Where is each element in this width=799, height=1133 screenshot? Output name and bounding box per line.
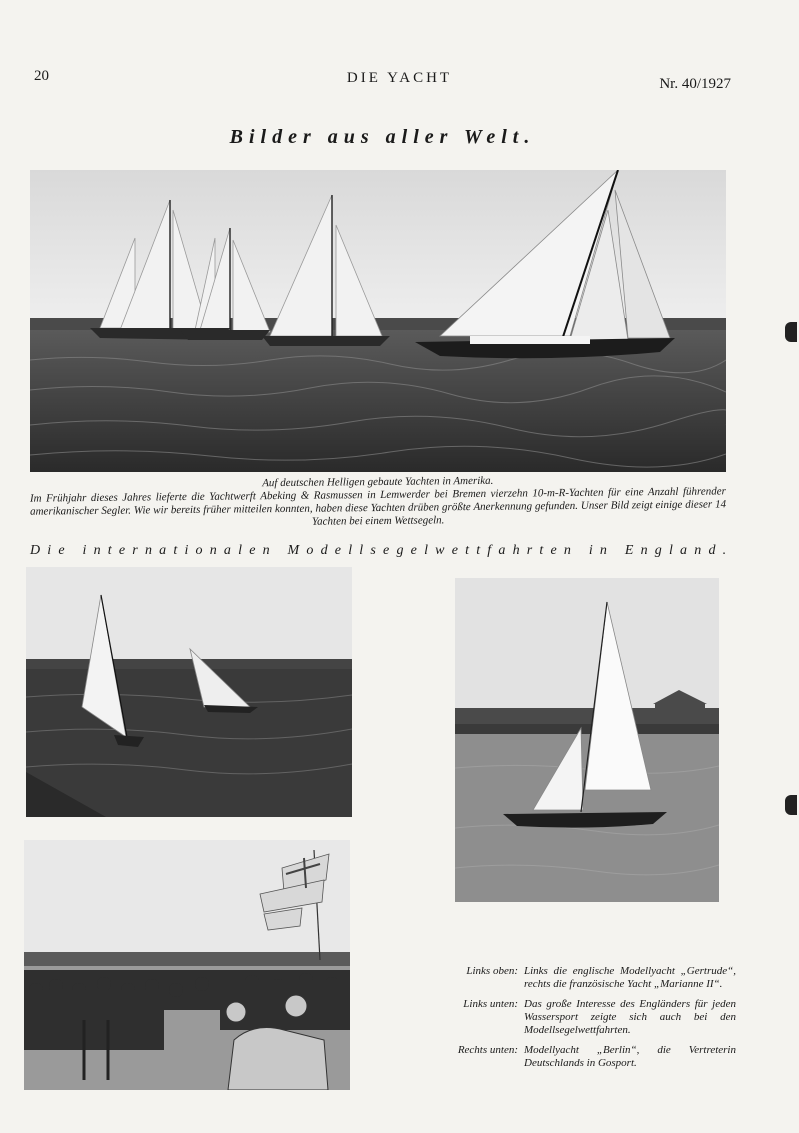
legend-label: Links oben: [466, 965, 518, 977]
legend-row [436, 1044, 736, 1070]
issue-number: Nr. 40/1927 [659, 76, 731, 92]
legend-text: Das große Interesse des Engländers für jeden Wassersport zeigte sich auch bei den Modellsegelwettfahrten. [524, 998, 736, 1036]
legend-row [436, 965, 736, 991]
legend-label: Links unten: [463, 998, 518, 1010]
photo-model-yachts-gertrude-marianne [26, 567, 352, 817]
legend-text: Links die englische Modellyacht „Gertrude“, rechts die französische Yacht „Marianne II“. [524, 965, 736, 990]
section-title: Bilder aus aller Welt. [229, 126, 536, 148]
photo-legend [436, 965, 736, 1077]
magazine-title: DIE YACHT [346, 70, 453, 86]
binding-hole-mark [785, 322, 797, 342]
binding-hole-mark [785, 795, 797, 815]
legend-row [436, 998, 736, 1037]
photo-yachts-in-america [30, 170, 726, 472]
legend-label: Rechts unten: [457, 1044, 518, 1056]
caption-title: Auf deutschen Helligen gebaute Yachten in Amerika. [262, 474, 494, 490]
photo-model-yacht-berlin [455, 578, 719, 902]
page-number: 20 [34, 68, 49, 84]
caption-body: Im Frühjahr dieses Jahres lieferte die Yachtwerft Abeking & Rasmussen in Lemwerder bei Bremen vierzehn 10-m-R-Yachten für eine Anzahl führender amerikanischer Segler. Wie wir bereits früher mitteilen konnten, haben diese Yachten drüben größte Anerkennung gefunden. Unser Bild zeigt einige dieser 14 Yachten bei einem Wettsegeln. [29, 485, 727, 528]
legend-text: Modellyacht „Berlin“, die Vertreterin Deutschlands in Gosport. [524, 1044, 736, 1069]
photo-spectators-at-regatta [24, 840, 350, 1090]
subheading-model-regatta: Die internationalen Modellsegelwettfahrten in England. [30, 543, 734, 558]
top-photo-caption [30, 472, 727, 531]
